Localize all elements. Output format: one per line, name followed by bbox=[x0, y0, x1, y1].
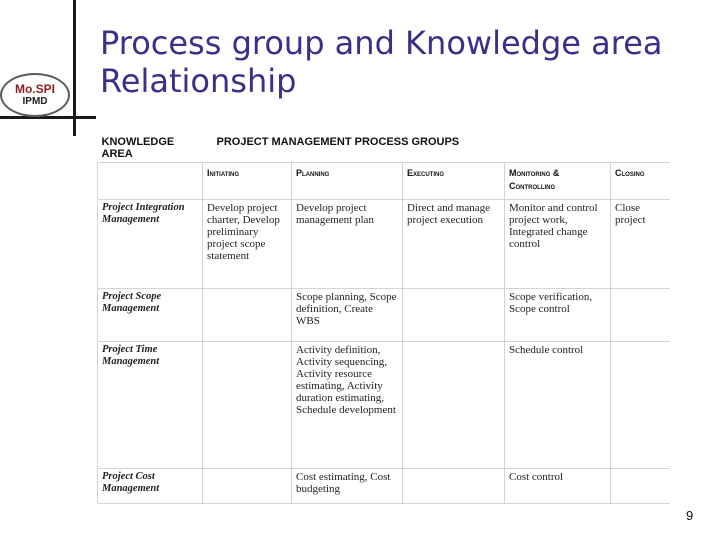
table-cell: Develop project charter, Develop preliminary project scope statement bbox=[203, 200, 292, 289]
table-row bbox=[98, 289, 671, 342]
page-number: 9 bbox=[686, 508, 694, 523]
logo-line1: Mo.SPI bbox=[14, 81, 55, 96]
process-group-table bbox=[97, 130, 670, 504]
table-cell bbox=[203, 289, 292, 342]
row-area-label: Project Scope Management bbox=[98, 289, 203, 342]
table-cell: Schedule control bbox=[505, 342, 611, 469]
table-cell: Cost control bbox=[505, 469, 611, 504]
table-cell: Direct and manage project execution bbox=[403, 200, 505, 289]
slide-title-line2: Relationship bbox=[100, 62, 297, 100]
row-area-label: Project Integration Management bbox=[98, 200, 203, 289]
slide-title bbox=[100, 24, 700, 100]
table-cell bbox=[611, 289, 671, 342]
row-area-label: Project Time Management bbox=[98, 342, 203, 469]
table-cell: Monitor and control project work, Integrated change control bbox=[505, 200, 611, 289]
table-row bbox=[98, 469, 671, 504]
knowledge-area-header: KNOWLEDGE AREA bbox=[98, 130, 203, 163]
table-row bbox=[98, 200, 671, 289]
horizontal-rule bbox=[0, 116, 96, 119]
col-header-planning: Planning bbox=[292, 163, 403, 200]
logo-line2: IPMD bbox=[22, 95, 48, 107]
col-header-monitoring: Monitoring & Controlling bbox=[505, 163, 611, 200]
slide-title-line1: Process group and Knowledge area bbox=[100, 24, 663, 62]
table-cell bbox=[611, 342, 671, 469]
process-groups-header: PROJECT MANAGEMENT PROCESS GROUPS bbox=[203, 130, 671, 163]
table-cell bbox=[611, 469, 671, 504]
table-cell: Close project bbox=[611, 200, 671, 289]
table-cell bbox=[203, 342, 292, 469]
table-cell: Cost estimating, Cost budgeting bbox=[292, 469, 403, 504]
table-cell bbox=[403, 342, 505, 469]
process-table-image bbox=[97, 130, 670, 510]
table-cell: Scope verification, Scope control bbox=[505, 289, 611, 342]
table-row bbox=[98, 342, 671, 469]
table-cell bbox=[403, 469, 505, 504]
table-cell bbox=[403, 289, 505, 342]
col-header-executing: Executing bbox=[403, 163, 505, 200]
row-area-label: Project Cost Management bbox=[98, 469, 203, 504]
table-cell bbox=[203, 469, 292, 504]
mospi-logo bbox=[0, 73, 70, 117]
col-header-initiating: Initiating bbox=[203, 163, 292, 200]
table-cell: Scope planning, Scope definition, Create WBS bbox=[292, 289, 403, 342]
table-cell: Activity definition, Activity sequencing, Activity resource estimating, Activity duration estimating, Schedule development bbox=[292, 342, 403, 469]
col-header-closing: Closing bbox=[611, 163, 671, 200]
empty-header-cell bbox=[98, 163, 203, 200]
table-cell: Develop project management plan bbox=[292, 200, 403, 289]
